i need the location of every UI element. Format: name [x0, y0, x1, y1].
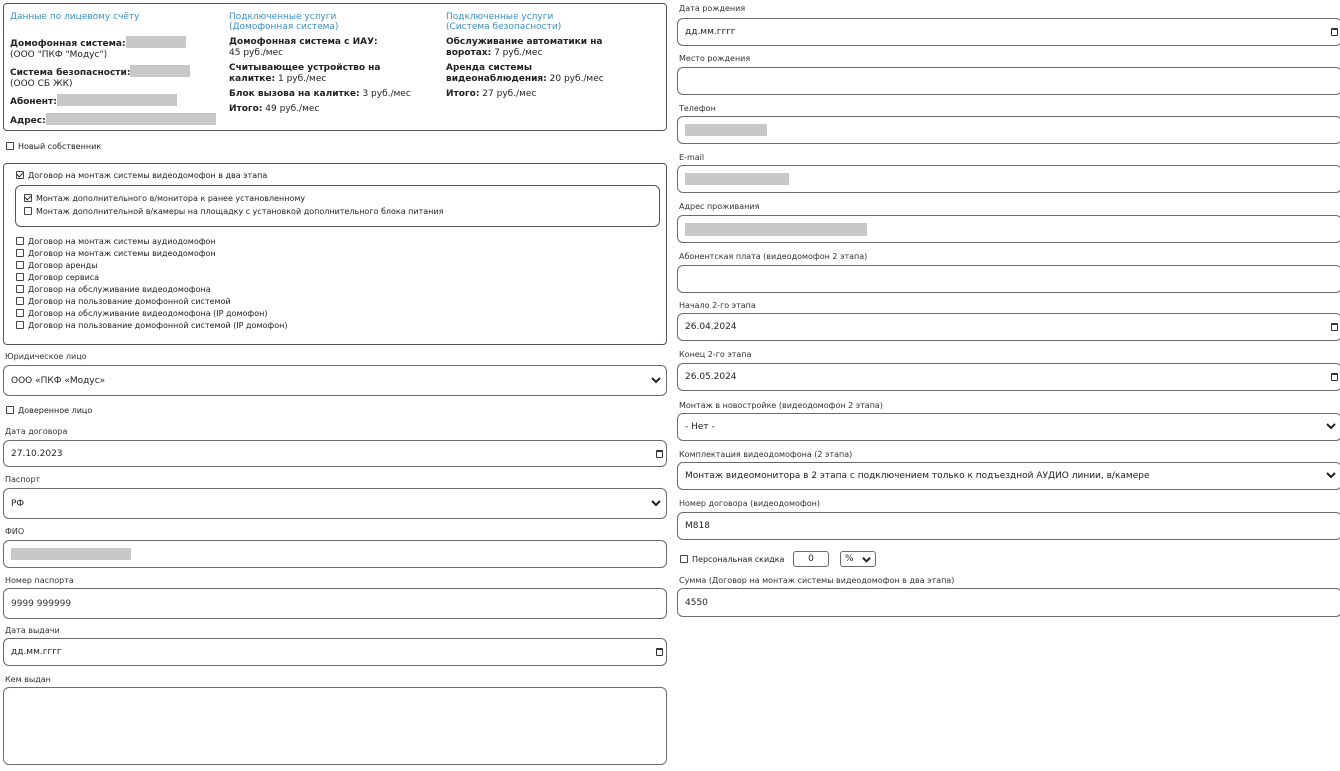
redacted-value	[46, 113, 216, 125]
option-label: Монтаж дополнительного в/монитора к ранее установленному	[36, 194, 306, 203]
sum-value: 4550	[685, 597, 708, 608]
address-input[interactable]	[677, 215, 1340, 243]
passport-label: Паспорт	[5, 475, 41, 484]
subscriber-label: Абонент:	[10, 97, 57, 107]
chevron-down-icon	[1325, 469, 1337, 481]
checkbox-icon[interactable]	[6, 406, 14, 414]
intercom-services-column	[229, 12, 439, 115]
checkbox-icon[interactable]	[6, 142, 14, 150]
passport-number-label: Номер паспорта	[5, 576, 74, 585]
option-extra-camera-checkbox[interactable]	[24, 207, 443, 216]
issued-by-textarea[interactable]	[3, 687, 667, 765]
new-owner-checkbox[interactable]	[6, 142, 101, 151]
new-building-select[interactable]	[677, 413, 1340, 441]
contract-label: Договор аренды	[28, 261, 98, 270]
checkbox-icon[interactable]	[16, 309, 24, 317]
issue-date-label: Дата выдачи	[5, 626, 60, 635]
service-label: видеонаблюдения:	[446, 74, 547, 84]
contract-label: Договор на обслуживание видеодомофона	[28, 285, 211, 294]
contract-checkbox[interactable]	[16, 249, 216, 258]
address-label: Адрес проживания	[679, 202, 760, 211]
total-value: 27 руб./мес	[482, 89, 537, 99]
checkbox-icon[interactable]	[16, 321, 24, 329]
sum-label: Сумма (Договор на монтаж системы видеодомофон в два этапа)	[679, 576, 955, 585]
subscription-fee-input[interactable]	[677, 265, 1340, 293]
discount-unit-value: %	[845, 554, 854, 564]
subscription-fee-label: Абонентская плата (видеодомофон 2 этапа)	[679, 252, 868, 261]
email-input[interactable]	[677, 165, 1340, 193]
security-services-column	[446, 12, 661, 100]
legal-entity-value: ООО «ПКФ «Модус»	[11, 375, 106, 386]
contract-checkbox[interactable]	[16, 237, 216, 246]
contract-number-input[interactable]	[677, 512, 1340, 540]
equipment-select[interactable]	[677, 462, 1340, 490]
total-label: Итого:	[229, 104, 263, 114]
stage2-start-label: Начало 2-го этапа	[679, 301, 756, 310]
checkbox-checked-icon[interactable]	[24, 194, 32, 202]
contract-date-value: 27.10.2023	[11, 448, 63, 459]
checkbox-icon[interactable]	[16, 237, 24, 245]
service-price: 45 руб./мес	[229, 48, 284, 58]
discount-value: 0	[808, 554, 814, 564]
intercom-services-header: Подключенные услуги	[229, 12, 337, 22]
equipment-label: Комплектация видеодомофона (2 этапа)	[679, 450, 853, 459]
contract-checkbox[interactable]	[16, 321, 288, 330]
service-price: 20 руб./мес	[549, 74, 604, 84]
total-value: 49 руб./мес	[265, 104, 320, 114]
checkbox-icon[interactable]	[16, 261, 24, 269]
contract-date-input[interactable]	[3, 440, 667, 467]
contract-number-label: Номер договора (видеодомофон)	[679, 499, 820, 508]
service-label: Считывающее устройство на	[229, 63, 381, 73]
security-system-org: (ООО СБ ЖК)	[10, 79, 73, 89]
new-building-value: - Нет -	[685, 422, 715, 432]
passport-number-placeholder: 9999 999999	[11, 598, 72, 609]
contract-checkbox[interactable]	[16, 297, 231, 306]
contract-label: Договор на монтаж системы видеодомофон	[28, 249, 216, 258]
contract-label: Договор на монтаж системы видеодомофон в два этапа	[28, 171, 268, 180]
contract-checkbox[interactable]	[16, 309, 267, 318]
passport-select[interactable]	[3, 488, 667, 519]
total-label: Итого:	[446, 89, 480, 99]
security-services-subheader: (Система безопасности)	[446, 22, 562, 32]
calendar-icon[interactable]	[1331, 373, 1338, 381]
contract-number-value: М818	[685, 521, 710, 531]
account-info-column	[10, 12, 220, 127]
stage2-start-value: 26.04.2024	[685, 322, 737, 332]
new-building-label: Монтаж в новостройке (видеодомофон 2 этапа)	[679, 401, 883, 410]
contract-label: Договор на обслуживание видеодомофона (IP домофон)	[28, 309, 268, 318]
checkbox-checked-icon[interactable]	[16, 171, 24, 179]
discount-value-input[interactable]	[793, 551, 829, 567]
discount-unit-select[interactable]	[840, 551, 876, 567]
equipment-value: Монтаж видеомонитора в 2 этапа с подключением только к подъездной АУДИО линии, в/камере	[685, 471, 1150, 481]
security-services-header: Подключенные услуги	[446, 12, 554, 22]
redacted-value	[57, 94, 177, 106]
birth-date-value: дд.мм.гггг	[685, 27, 736, 37]
issue-date-input[interactable]	[3, 638, 667, 666]
option-extra-monitor-checkbox[interactable]	[24, 194, 305, 203]
stage2-end-label: Конец 2-го этапа	[679, 350, 752, 359]
email-label: E-mail	[679, 153, 705, 162]
service-label: калитке:	[229, 74, 276, 84]
sum-input[interactable]	[677, 588, 1340, 617]
service-label: Обслуживание автоматики на	[446, 37, 603, 47]
service-label: воротах:	[446, 48, 492, 58]
chevron-down-icon	[1325, 420, 1337, 432]
security-system-label: Система безопасности:	[10, 68, 131, 78]
calendar-icon[interactable]	[656, 450, 663, 458]
fio-input[interactable]	[3, 540, 667, 568]
redacted-value	[685, 124, 767, 136]
birth-date-input[interactable]	[677, 18, 1340, 46]
contract-label: Договор на монтаж системы аудиодомофон	[28, 237, 216, 246]
calendar-icon[interactable]	[1331, 323, 1338, 331]
contract-options-panel	[15, 185, 660, 227]
checkbox-icon[interactable]	[16, 249, 24, 257]
contract-checkbox[interactable]	[16, 261, 97, 270]
legal-entity-select[interactable]	[3, 365, 667, 396]
intercom-system-label: Домофонная система:	[10, 39, 126, 49]
personal-discount-label: Персональная скидка	[692, 555, 785, 564]
stage2-end-input[interactable]	[677, 363, 1340, 391]
stage2-start-input[interactable]	[677, 313, 1340, 341]
service-label: Блок вызова на калитке:	[229, 89, 360, 99]
contract-label: Договор на пользование домофонной системой	[28, 297, 231, 306]
contract-label: Договор на пользование домофонной системой (IP домофон)	[28, 321, 288, 330]
redacted-value	[685, 223, 867, 236]
contracts-panel	[3, 163, 667, 345]
redacted-value	[11, 548, 131, 560]
checkbox-icon[interactable]	[16, 285, 24, 293]
contract-checkbox[interactable]	[16, 285, 211, 294]
account-info-header: Данные по лицевому счёту	[10, 12, 140, 22]
passport-value: РФ	[11, 498, 25, 509]
trustee-label: Доверенное лицо	[18, 406, 93, 415]
calendar-icon[interactable]	[656, 648, 663, 656]
personal-discount-checkbox[interactable]	[680, 555, 784, 564]
intercom-system-org: (ООО "ПКФ "Модус")	[10, 50, 108, 60]
service-price: 3 руб./мес	[362, 89, 411, 99]
contract-date-label: Дата договора	[5, 427, 68, 436]
service-price: 7 руб./мес	[494, 48, 543, 58]
service-price: 1 руб./мес	[277, 74, 327, 84]
contract-two-stage-checkbox[interactable]	[16, 171, 267, 180]
checkbox-icon[interactable]	[16, 297, 24, 305]
calendar-icon[interactable]	[1331, 28, 1338, 36]
checkbox-icon[interactable]	[16, 273, 24, 281]
redacted-value	[130, 65, 190, 77]
checkbox-icon[interactable]	[680, 555, 688, 563]
option-label: Монтаж дополнительной в/камеры на площадку с установкой дополнительного блока питания	[36, 207, 444, 216]
phone-input[interactable]	[677, 116, 1340, 144]
chevron-down-icon	[861, 554, 872, 565]
birth-date-label: Дата рождения	[679, 4, 746, 13]
account-info-panel	[3, 3, 667, 131]
phone-label: Телефон	[679, 104, 716, 113]
trustee-checkbox[interactable]	[6, 406, 92, 415]
contract-label: Договор сервиса	[28, 273, 100, 282]
service-label: Домофонная система с ИАУ:	[229, 37, 378, 47]
issue-date-value: дд.мм.гггг	[11, 647, 62, 657]
stage2-end-value: 26.05.2024	[685, 372, 737, 382]
birth-place-input[interactable]	[677, 67, 1340, 95]
address-label: Адрес:	[10, 116, 46, 126]
new-owner-label: Новый собственник	[18, 142, 102, 151]
chevron-down-icon	[650, 374, 662, 386]
checkbox-icon[interactable]	[24, 207, 32, 215]
legal-entity-label: Юридическое лицо	[5, 352, 87, 361]
service-label: Аренда системы	[446, 63, 532, 73]
issued-by-label: Кем выдан	[5, 675, 51, 684]
contract-checkbox[interactable]	[16, 273, 99, 282]
passport-number-input[interactable]	[3, 588, 667, 619]
chevron-down-icon	[650, 497, 662, 509]
birth-place-label: Место рождения	[679, 54, 751, 63]
redacted-value	[685, 173, 789, 185]
fio-label: ФИО	[5, 527, 25, 536]
redacted-value	[126, 36, 186, 48]
intercom-services-subheader: (Домофонная система)	[229, 22, 339, 32]
